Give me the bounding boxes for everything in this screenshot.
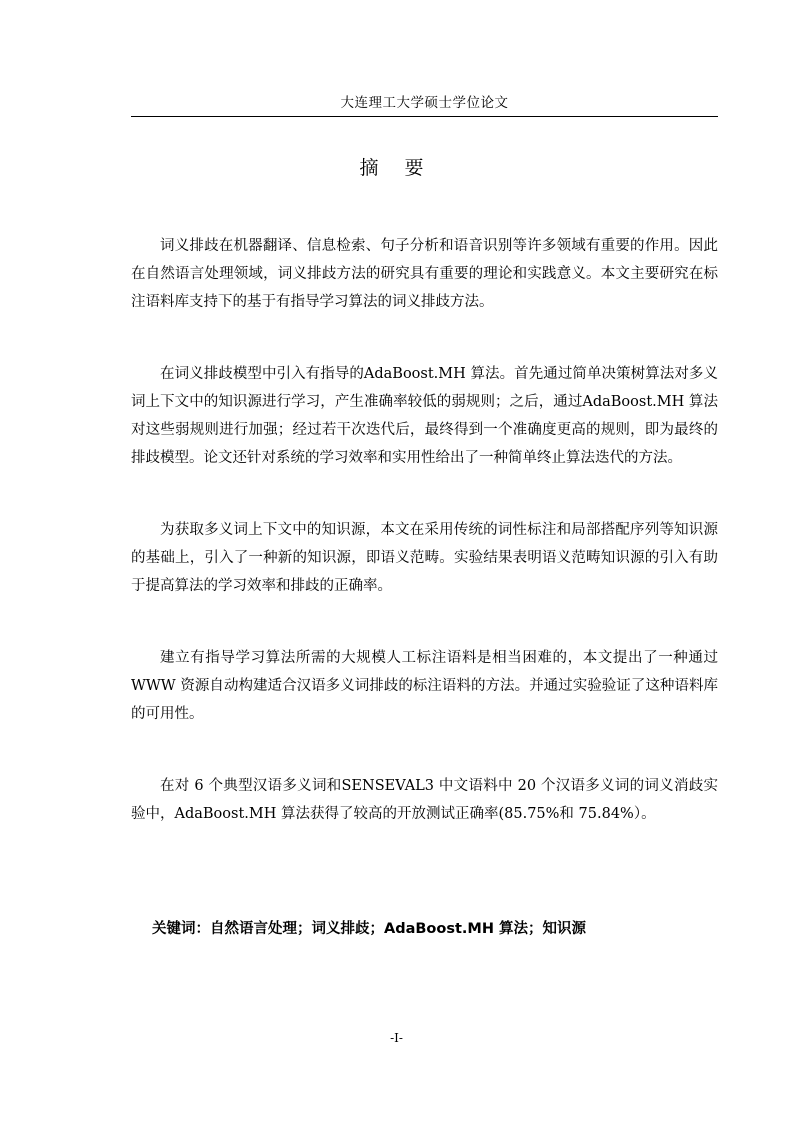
running-header xyxy=(131,94,718,117)
page-number: -I- xyxy=(390,1031,403,1045)
abstract-body xyxy=(131,232,718,872)
abstract-paragraph-2: 在词义排歧模型中引入有指导的AdaBoost.MH 算法。首先通过简单决策树算法对多义词上下文中的知识源进行学习，产生准确率较低的弱规则；之后，通过AdaBoost.MH 算法对这些弱规则进行加强；经过若干次迭代后，最终得到一个准确度更高的规则，即为最终的排歧模型。论文还针对系统的学习效率和实用性给出了一种简单终止算法迭代的方法。 xyxy=(131,366,718,466)
abstract-title: 摘 要 xyxy=(359,157,434,179)
abstract-paragraph-5: 在对 6 个典型汉语多义词和SENSEVAL3 中文语料中 20 个汉语多义词的词义消歧实验中，AdaBoost.MH 算法获得了较高的开放测试正确率(85.75%和 75.84%）。 xyxy=(131,778,718,822)
abstract-paragraph-4: 建立有指导学习算法所需的大规模人工标注语料是相当困难的，本文提出了一种通过WWW 资源自动构建适合汉语多义词排歧的标注语料的方法。并通过实验验证了这种语料库的可用性。 xyxy=(131,650,718,722)
abstract-paragraph-3: 为获取多义词上下文中的知识源，本文在采用传统的词性标注和局部搭配序列等知识源的基础上，引入了一种新的知识源，即语义范畴。实验结果表明语义范畴知识源的引入有助于提高算法的学习效率和排歧的正确率。 xyxy=(131,522,718,594)
header-text: 大连理工大学硕士学位论文 xyxy=(340,95,509,111)
keywords-line: 关键词：自然语言处理；词义排歧；AdaBoost.MH 算法；知识源 xyxy=(152,921,587,937)
abstract-paragraph-1: 词义排歧在机器翻译、信息检索、句子分析和语音识别等许多领域有重要的作用。因此在自然语言处理领域，词义排歧方法的研究具有重要的理论和实践意义。本文主要研究在标注语料库支持下的基于有指导学习算法的词义排歧方法。 xyxy=(131,238,718,310)
